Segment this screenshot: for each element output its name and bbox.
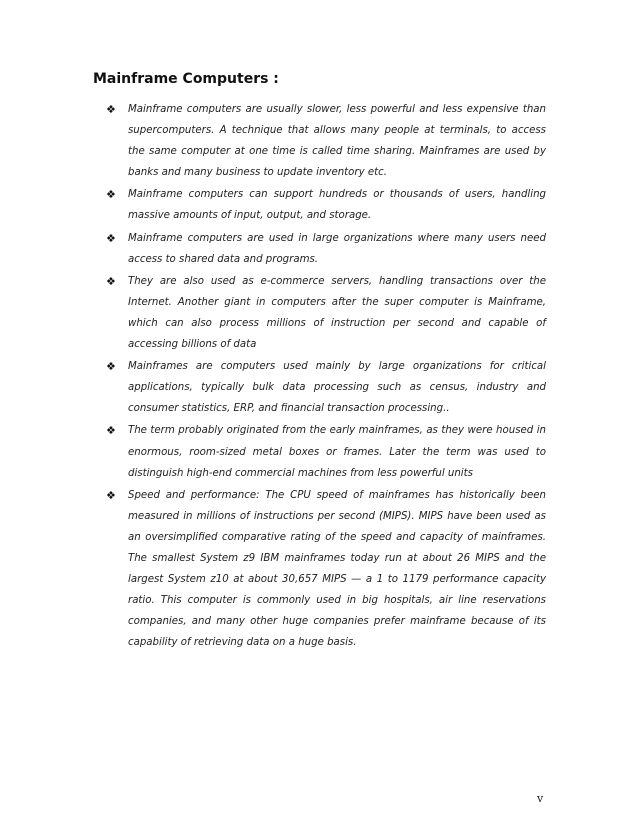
bullet-text: The term probably originated from the early mainframes, as they were housed in enormous, room-sized metal boxes or frames. Later the term was used to distinguish high-end commercial machines from less powerful units (128, 425, 546, 479)
bullet-item (104, 271, 546, 355)
section-heading: Mainframe Computers : (93, 71, 279, 87)
diamond-bullet-icon: ❖ (106, 424, 116, 438)
bullet-text: Mainframe computers are usually slower, less powerful and less expensive than supercomputers. A technique that allows many people at terminals, to access the same computer at one time is called time sharing. Mainframes are used by banks and many business to update inventory etc. (128, 104, 546, 179)
bullet-item (104, 99, 546, 183)
bullet-text: They are also used as e-commerce servers, handling transactions over the Internet. Another giant in computers after the super computer is Mainframe, which can also process millions of instruction per second and capable of accessing billions of data (128, 275, 546, 351)
diamond-bullet-icon: ❖ (106, 103, 116, 116)
diamond-bullet-icon: ❖ (106, 360, 116, 374)
bullet-text: Speed and performance: The CPU speed of mainframes has historically been measured in millions of instructions per second (MIPS). MIPS have been used as an oversimplified comparative rating of the speed and capacity of mainframes. The smallest System z9 IBM mainframes today run at about 26 MIPS and the largest System z10 at about 30,657 MIPS — a 1 to 1179 performance capacity ratio. This computer is commonly used in big hospitals, air line reservations companies, and many other huge companies prefer mainframe because of its capability of retrieving data on a huge basis. (128, 489, 546, 649)
bullet-list (104, 99, 546, 654)
bullet-item (104, 184, 546, 226)
page-number: v (537, 792, 544, 805)
bullet-item (104, 228, 546, 270)
bullet-item (104, 356, 546, 419)
diamond-bullet-icon: ❖ (106, 231, 116, 245)
bullet-text: Mainframes are computers used mainly by large organizations for critical applications, typically bulk data processing such as census, industry and consumer statistics, ERP, and financial transaction processing.. (128, 361, 546, 415)
bullet-item (104, 485, 546, 654)
diamond-bullet-icon: ❖ (106, 274, 116, 288)
bullet-item (104, 420, 546, 483)
diamond-bullet-icon: ❖ (106, 488, 116, 502)
bullet-text: Mainframe computers can support hundreds or thousands of users, handling massive amounts of input, output, and storage. (128, 189, 546, 222)
diamond-bullet-icon: ❖ (106, 188, 116, 202)
bullet-text: Mainframe computers are used in large organizations where many users need access to shared data and programs. (128, 232, 546, 265)
